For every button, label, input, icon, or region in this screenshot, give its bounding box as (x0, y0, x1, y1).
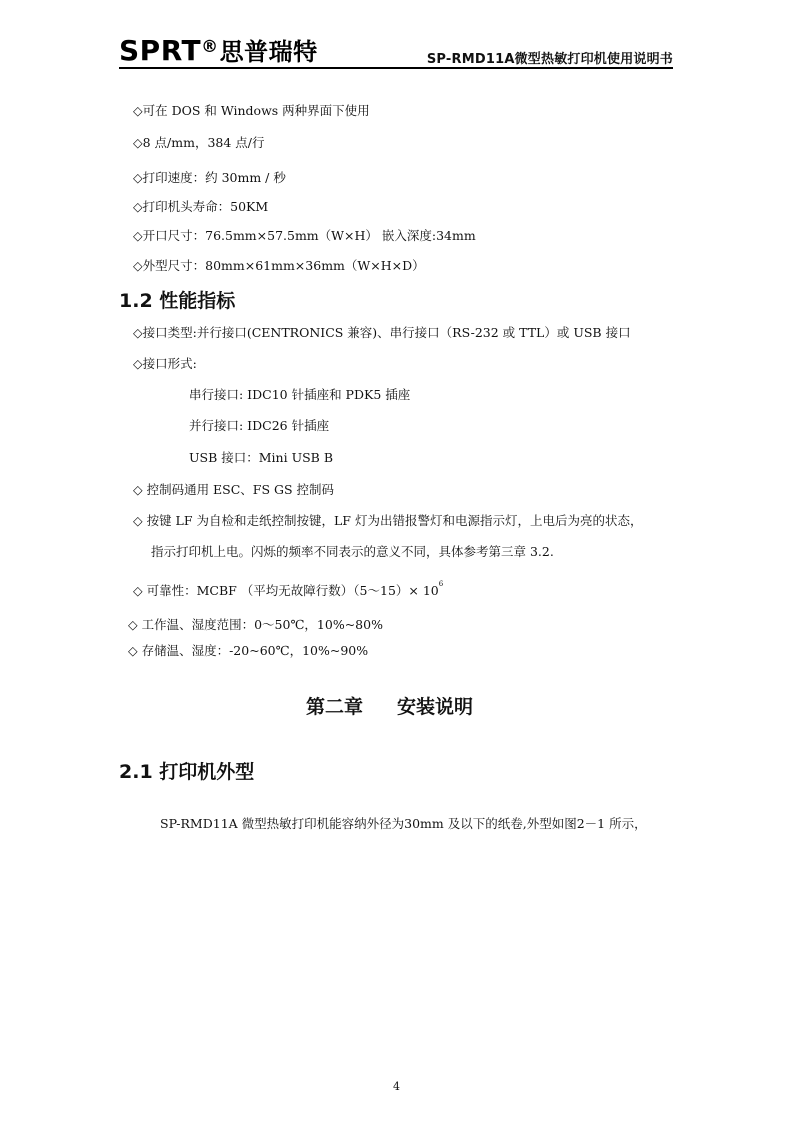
registered-mark: ® (201, 36, 219, 57)
spec-work-environment: ◇ 工作温、湿度范围：0～50℃，10%~80% (128, 617, 383, 632)
section-heading-1-2: 1.2 性能指标 (119, 290, 236, 312)
brand-name: SPRT (119, 34, 202, 67)
spec-usb-interface: USB 接口：Mini USB B (189, 450, 334, 465)
chapter-heading (306, 692, 473, 719)
spec-storage-environment: ◇ 存储温、湿度：-20~60℃，10%~90% (128, 643, 369, 658)
brand-name-chinese: 思普瑞特 (219, 38, 318, 66)
spec-parallel-interface: 并行接口: IDC26 针插座 (189, 418, 330, 433)
brand-logo (119, 32, 318, 67)
feature-item: ◇可在 DOS 和 Windows 两种界面下使用 (133, 103, 370, 118)
spec-control-code: ◇ 控制码通用 ESC、FS GS 控制码 (133, 482, 335, 497)
spec-reliability-exponent: 6 (438, 580, 444, 588)
feature-item: ◇打印机头寿命：50KM (133, 199, 269, 214)
chapter-number: 第二章 (306, 696, 364, 718)
spec-serial-interface: 串行接口: IDC10 针插座和 PDK5 插座 (189, 387, 411, 402)
feature-item: ◇8 点/mm，384 点/行 (133, 135, 265, 150)
feature-item: ◇开口尺寸：76.5mm×57.5mm（W×H） 嵌入深度:34mm (133, 228, 476, 243)
spec-reliability (133, 580, 444, 601)
document-title: SP-RMD11A微型热敏打印机使用说明书 (426, 52, 673, 67)
page-number: 4 (393, 1080, 400, 1093)
spec-reliability-text: ◇ 可靠性：MCBF （平均无故障行数）（5～15）× 10 (133, 583, 439, 598)
chapter-title: 安装说明 (397, 696, 474, 718)
feature-item: ◇外型尺寸：80mm×61mm×36mm（W×H×D） (133, 258, 425, 273)
spec-interface-type: ◇接口类型:并行接口(CENTRONICS 兼容)、串行接口（RS-232 或 TTL）或 USB 接口 (133, 325, 631, 340)
section-2-1-body: SP-RMD11A 微型热敏打印机能容纳外径为30mm 及以下的纸卷,外型如图2－1 所示， (160, 816, 647, 831)
page-header (119, 30, 673, 70)
spec-interface-form: ◇接口形式: (133, 356, 197, 371)
feature-item: ◇打印速度：约 30mm / 秒 (133, 170, 286, 185)
header-divider (119, 67, 673, 69)
spec-keys-line-1: ◇ 按键 LF 为自检和走纸控制按键，LF 灯为出错报警灯和电源指示灯，上电后为亮的状态， (133, 513, 643, 528)
spec-keys-line-2: 指示打印机上电。闪烁的频率不同表示的意义不同，具体参考第三章 3.2. (151, 544, 554, 559)
section-heading-2-1: 2.1 打印机外型 (119, 761, 255, 783)
